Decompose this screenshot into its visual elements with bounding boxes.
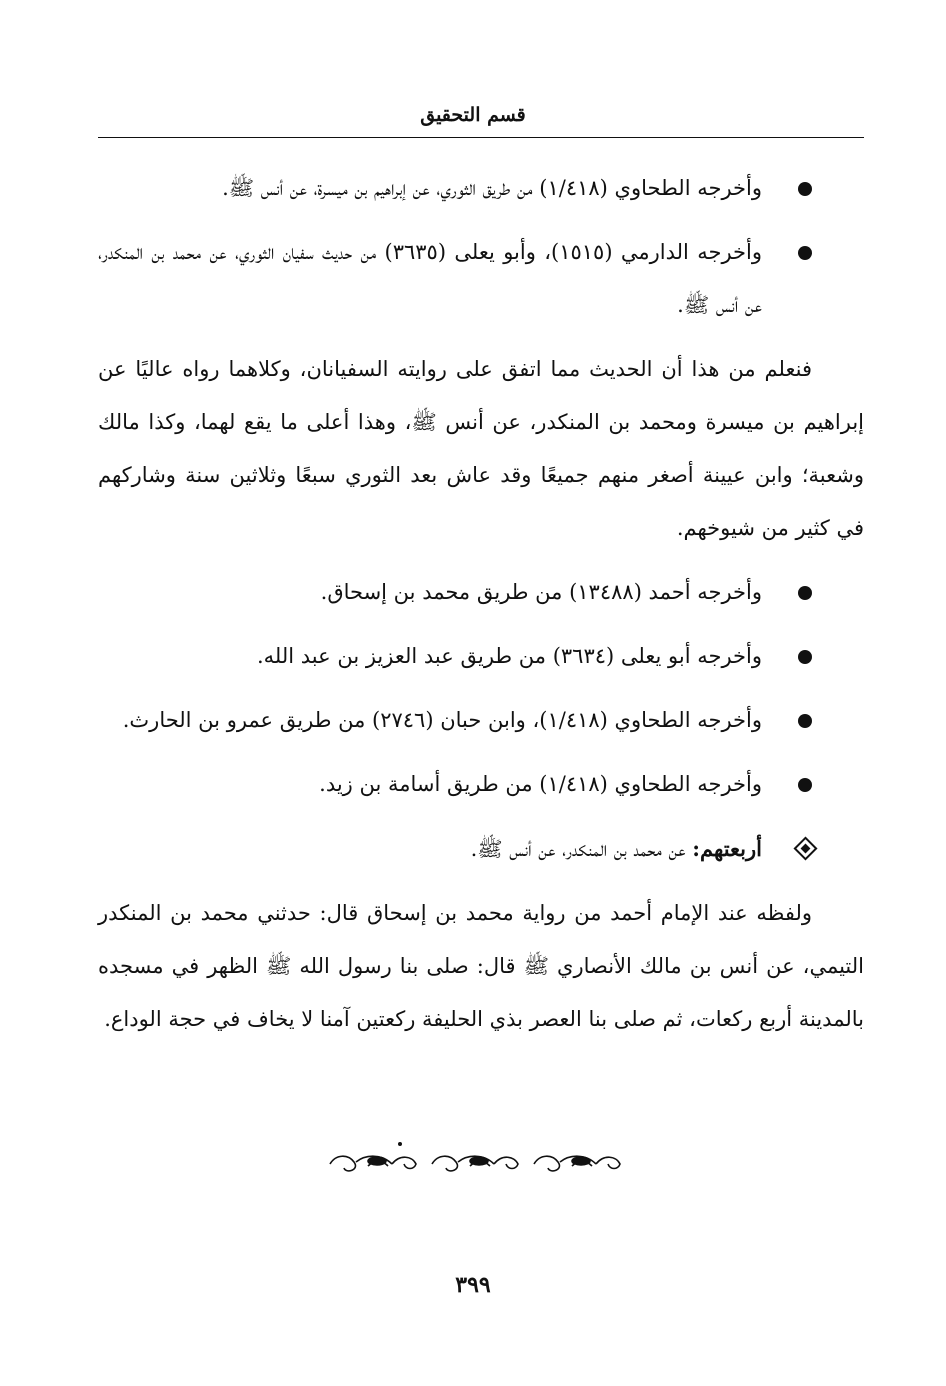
section-text: عن محمد بن المنكدر، عن أنس ﷺ. (470, 837, 693, 861)
paragraph: فنعلم من هذا أن الحديث مما اتفق على روايته السفيانان، وكلاهما رواه عاليًا عن إبراهيم بن ميسرة ومحمد بن المنكدر، عن أنس ﷺ، وهذا أعلى ما يقع لهما، وكذا مالك وشعبة؛ وابن عيينة أصغر منهم جميعًا وقد عاش بعد الثوري سبعًا وثلاثين سنة وشاركهم في كثير من شيوخهم. (98, 357, 864, 540)
page-header-title: قسم التحقيق (420, 104, 526, 126)
body-text (98, 162, 864, 1057)
bullet-dot-icon (798, 182, 812, 196)
list-item-text: وأخرجه الطحاوي (١/٤١٨)، وابن حبان (٢٧٤٦) من طريق عمرو بن الحارث. (122, 708, 762, 732)
list-item-text: وأخرجه الطحاوي (١/٤١٨) من طريق الثوري، عن إبراهيم بن ميسرة، عن أنس ﷺ. (222, 176, 762, 200)
list-item (98, 758, 864, 811)
bullet-dot-icon (798, 714, 812, 728)
section-item (98, 822, 864, 876)
bullet-dot-icon (798, 650, 812, 664)
list-item (98, 226, 864, 332)
list-item (98, 162, 864, 215)
page-number: ٣٩٩ (455, 1272, 491, 1298)
bullet-dot-icon (798, 246, 812, 260)
list-item (98, 566, 864, 619)
list-item (98, 630, 864, 683)
diamond-icon (793, 836, 817, 860)
list-item-text: وأخرجه الطحاوي (١/٤١٨) من طريق أسامة بن زيد. (319, 772, 762, 796)
list-item-text: وأخرجه أبو يعلى (٣٦٣٤) من طريق عبد العزيز بن عبد الله. (256, 644, 762, 668)
paragraph: ولفظه عند الإمام أحمد من رواية محمد بن إسحاق قال: حدثني محمد بن المنكدر التيمي، عن أنس بن مالك الأنصاري ﷺ قال: صلى بنا رسول الله ﷺ الظهر في مسجده بالمدينة أربع ركعات، ثم صلى بنا العصر بذي الحليفة ركعتين آمنا لا يخاف في حجة الوداع. (98, 901, 864, 1031)
ornament-icon (322, 1142, 634, 1182)
list-item-text: وأخرجه الدارمي (١٥١٥)، وأبو يعلى (٣٦٣٥) من حديث سفيان الثوري، عن محمد بن المنكدر، عن أنس ﷺ. (98, 240, 763, 317)
bullet-dot-icon (798, 586, 812, 600)
list-item (98, 694, 864, 747)
section-label: أربعتهم: (692, 836, 762, 861)
bullet-dot-icon (798, 778, 812, 792)
list-item-text: وأخرجه أحمد (١٣٤٨٨) من طريق محمد بن إسحاق. (320, 580, 762, 604)
header-rule (98, 137, 864, 138)
